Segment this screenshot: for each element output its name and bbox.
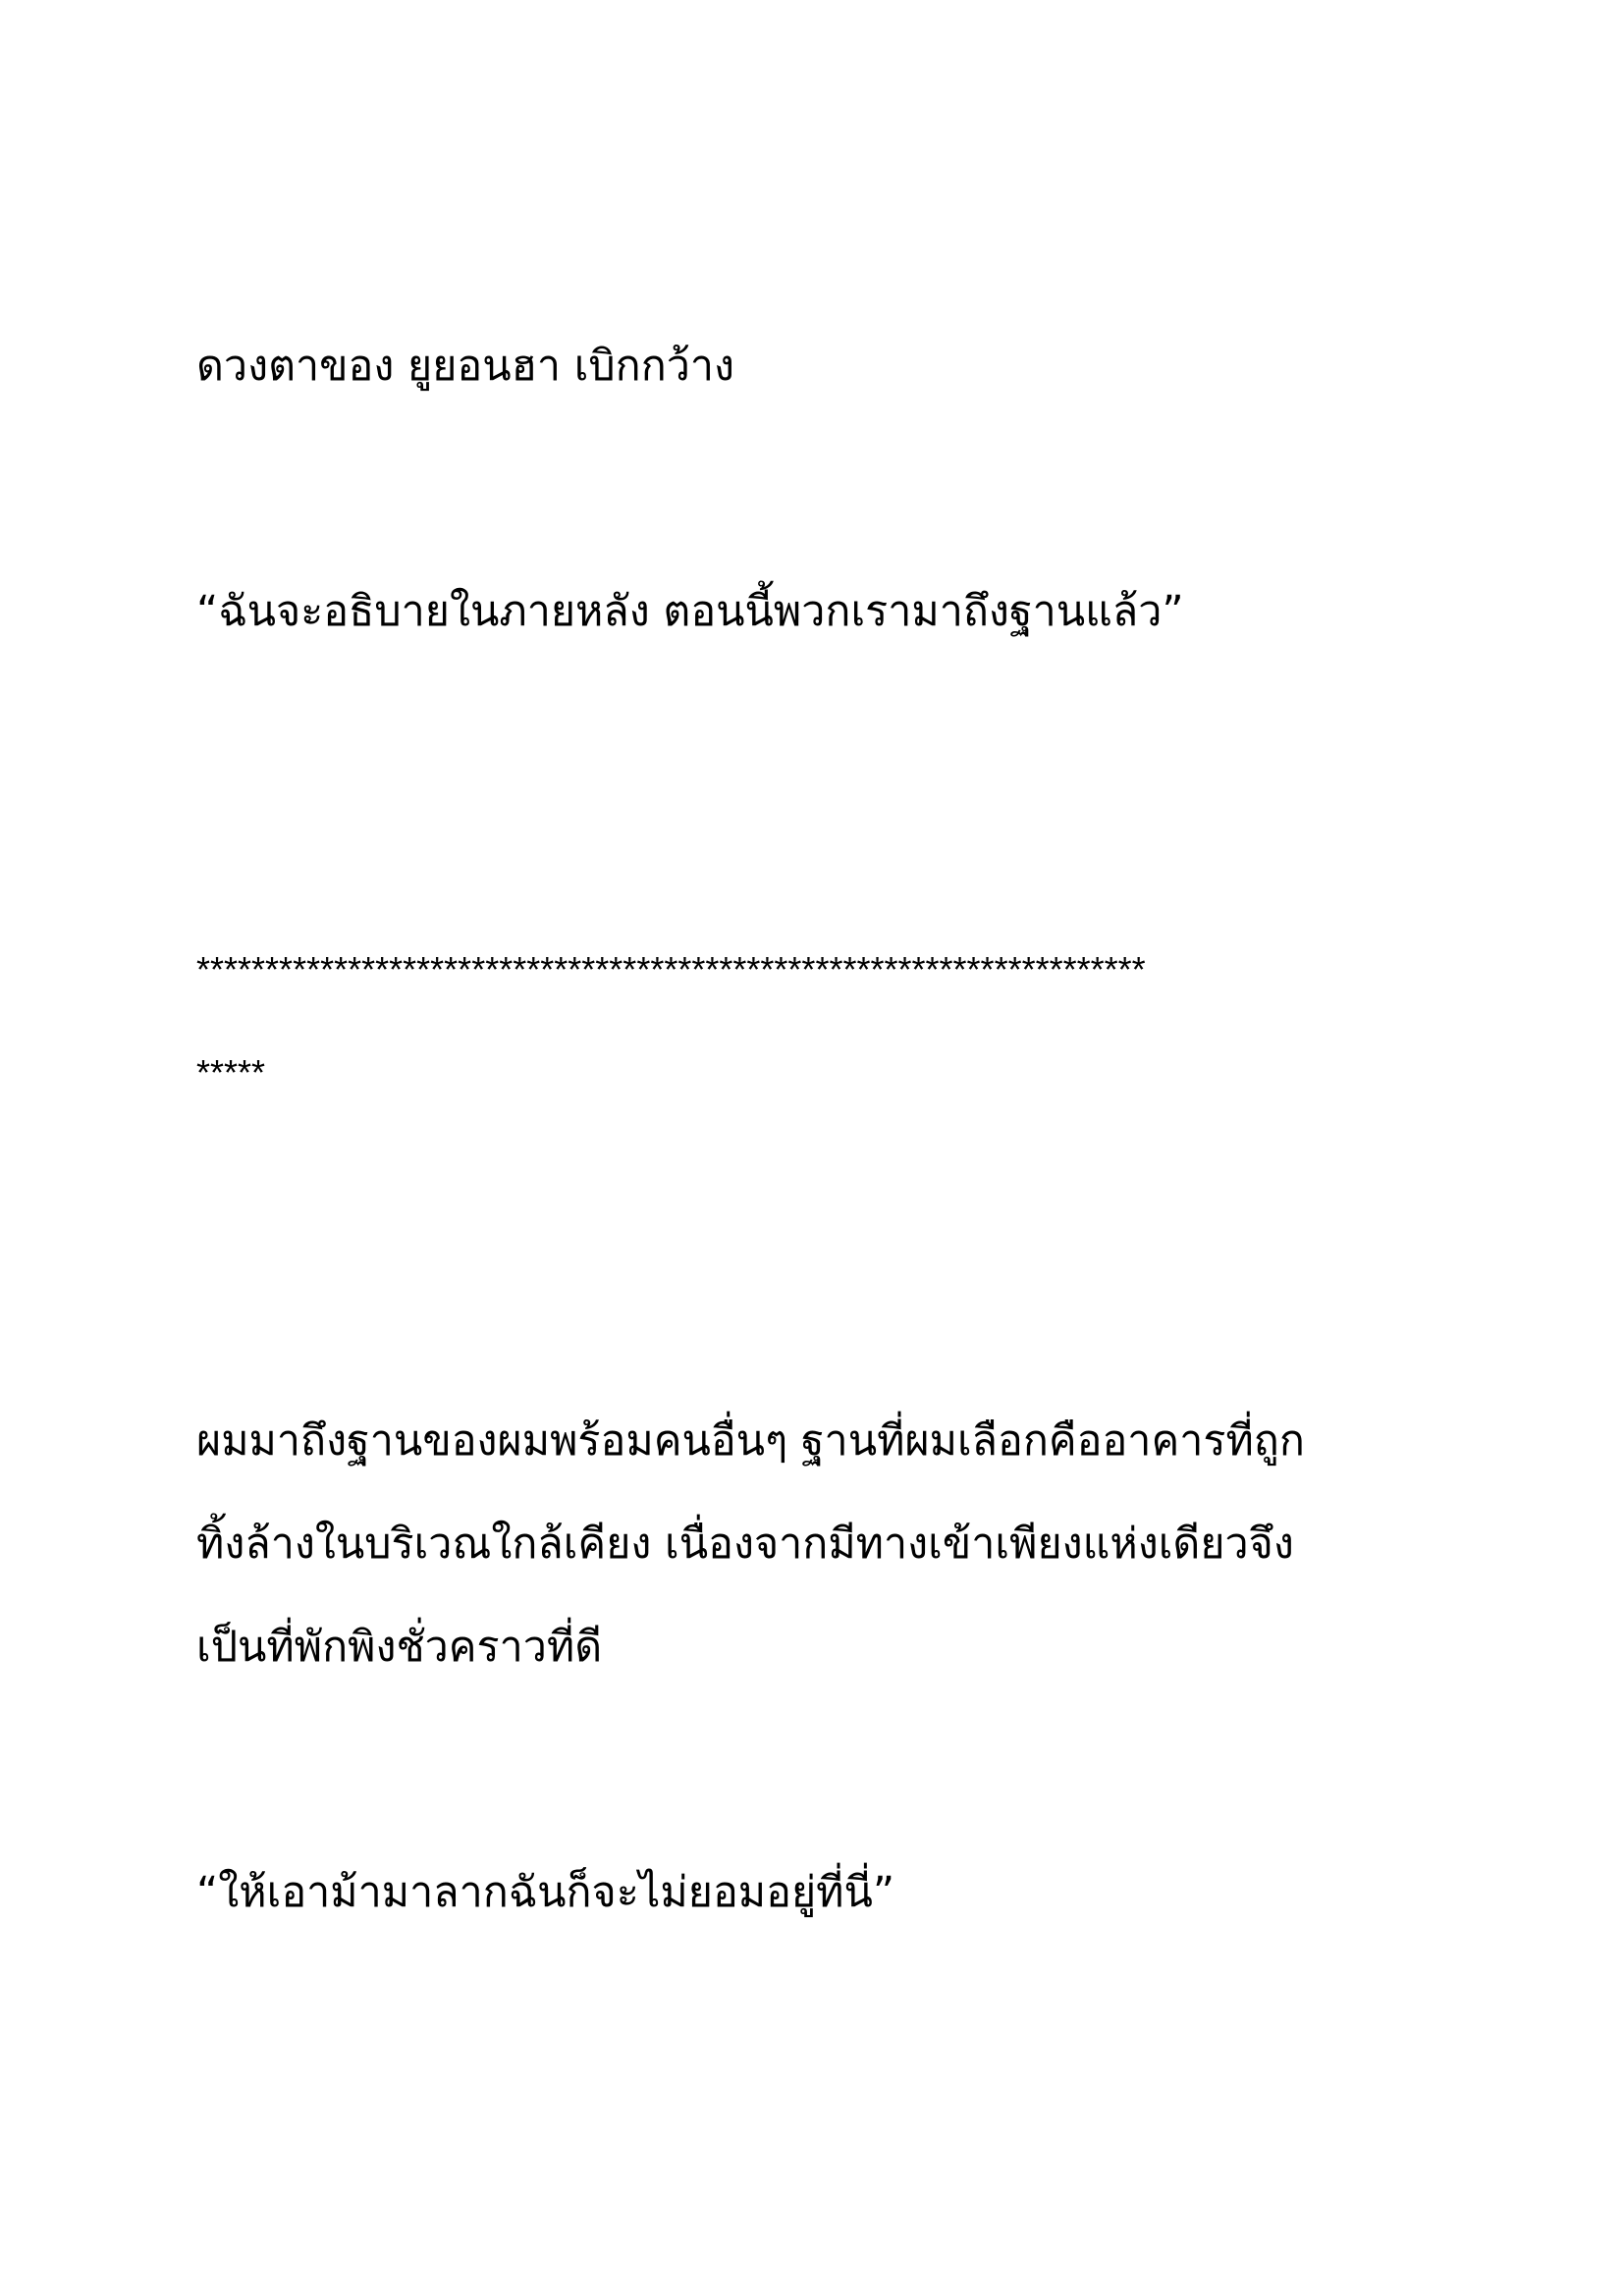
paragraph-line: เป็นที่พักพิงชั่วคราวที่ดี (196, 1623, 603, 1672)
paragraph-line: ทิ้งล้างในบริเวณใกล้เคียง เนื่องจากมีทางเข้าเพียงแห่งเดียวจึง (196, 1520, 1294, 1569)
dialogue-line: “ฉันจะอธิบายในภายหลัง ตอนนี้พวกเรามาถึงฐานแล้ว” (196, 587, 1184, 636)
scene-break-separator: ********************************************************************* (196, 949, 1146, 989)
paragraph-line: ดวงตาของ ยูยอนฮา เบิกกว้าง (196, 342, 735, 391)
scene-break-separator-continued: ***** (196, 1052, 266, 1093)
dialogue-line: “ให้เอาม้ามาลากฉันก็จะไม่ยอมอยู่ที่นี่” (196, 1868, 895, 1917)
paragraph-line: ผมมาถึงฐานของผมพร้อมคนอื่นๆ ฐานที่ผมเลือกคืออาคารที่ถูก (196, 1416, 1305, 1466)
